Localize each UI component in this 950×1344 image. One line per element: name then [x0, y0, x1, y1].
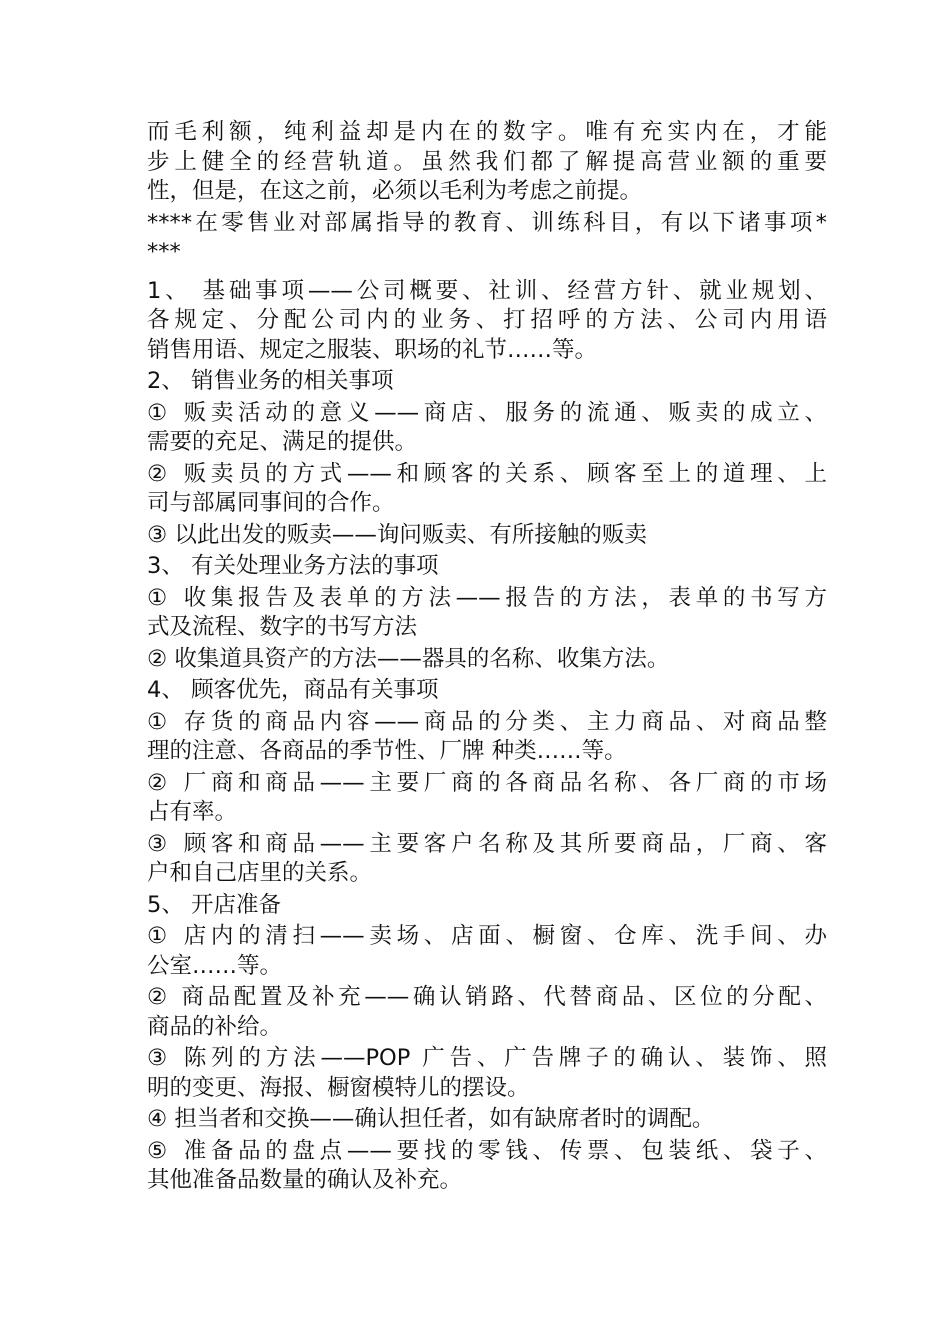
text-line: ② 商品配置及补充——确认销路、代替商品、区位的分配、	[147, 984, 827, 1010]
text-line: ② 贩卖员的方式——和顾客的关系、顾客至上的道理、上	[147, 460, 827, 487]
text-line: ***	[147, 239, 181, 265]
text-line: 步上健全的经营轨道。虽然我们都了解提高营业额的重要	[147, 148, 827, 175]
text-line: 销售用语、规定之服装、职场的礼节……等。	[147, 336, 598, 363]
text-line: ② 厂商和商品——主要厂商的各商品名称、各厂商的市场	[147, 769, 827, 796]
text-line: 其他准备品数量的确认及补充。	[147, 1167, 463, 1193]
list-item	[147, 399, 827, 458]
text-line: 2、 销售业务的相关事项	[147, 368, 394, 394]
list-item	[147, 460, 827, 519]
text-line: 需要的充足、满足的提供。	[147, 429, 418, 455]
list-item	[147, 708, 827, 767]
text-line: 式及流程、数字的书写方法	[147, 614, 418, 640]
section-4-heading	[147, 676, 827, 706]
text-line: ① 贩卖活动的意义——商店、服务的流通、贩卖的成立、	[147, 399, 827, 426]
section-2-heading	[147, 367, 827, 397]
list-item	[147, 922, 827, 981]
list-item	[147, 1137, 827, 1196]
text-line: ① 店内的清扫——卖场、店面、橱窗、仓库、洗手间、办	[147, 923, 827, 949]
text-line: ****在零售业对部属指导的教育、训练科目，有以下诸事项*	[147, 209, 827, 236]
paragraph-heading-training	[147, 209, 827, 268]
text-line: 4、 顾客优先，商品有关事项	[147, 677, 439, 703]
text-line: ③ 以此出发的贩卖——询问贩卖、有所接触的贩卖	[147, 521, 647, 548]
list-item	[147, 1105, 827, 1135]
text-line: ② 收集道具资产的方法——器具的名称、收集方法。	[147, 645, 670, 672]
document-body	[147, 118, 827, 1196]
text-line: 性，但是，在这之前，必须以毛利为考虑之前提。	[147, 178, 643, 204]
text-line: 户和自己店里的关系。	[147, 860, 373, 886]
list-item	[147, 645, 827, 675]
text-line: ① 存货的商品内容——商品的分类、主力商品、对商品整	[147, 708, 827, 735]
list-item	[147, 1044, 827, 1103]
text-line: ③ 顾客和商品——主要客户名称及其所要商品，厂商、客	[147, 830, 827, 857]
paragraph-intro	[147, 118, 827, 207]
section-3-heading	[147, 552, 827, 582]
text-line: ④ 担当者和交换——确认担任者，如有缺席者时的调配。	[147, 1106, 715, 1132]
text-line: 理的注意、各商品的季节性、厂牌 种类……等。	[147, 738, 627, 764]
text-line: 1、 基础事项——公司概要、社训、经营方针、就业规划、	[147, 277, 827, 304]
text-line: 商品的补给。	[147, 1013, 283, 1040]
text-line: ③ 陈列的方法——POP 广告、广告牌子的确认、装饰、照	[147, 1045, 827, 1071]
list-item	[147, 983, 827, 1042]
text-line: 占有率。	[147, 799, 238, 825]
text-line: 明的变更、海报、橱窗模特儿的摆设。	[147, 1074, 530, 1101]
text-line: 各规定、分配公司内的业务、打招呼的方法、公司内用语	[147, 307, 827, 333]
text-line: 3、 有关处理业务方法的事项	[147, 553, 439, 579]
text-line: ① 收集报告及表单的方法——报告的方法，表单的书写方	[147, 584, 827, 611]
section-5-heading	[147, 891, 827, 921]
list-item	[147, 521, 827, 551]
section-1-basics	[147, 277, 827, 366]
list-item	[147, 584, 827, 643]
list-item	[147, 769, 827, 828]
text-line: 而毛利额，纯利益却是内在的数字。唯有充实内在，才能	[147, 119, 827, 145]
text-line: ⑤ 准备品的盘点——要找的零钱、传票、包装纸、袋子、	[147, 1137, 827, 1164]
text-line: 公室……等。	[147, 952, 283, 979]
text-line: 5、 开店准备	[147, 891, 281, 918]
list-item	[147, 830, 827, 889]
text-line: 司与部属同事间的合作。	[147, 490, 395, 516]
